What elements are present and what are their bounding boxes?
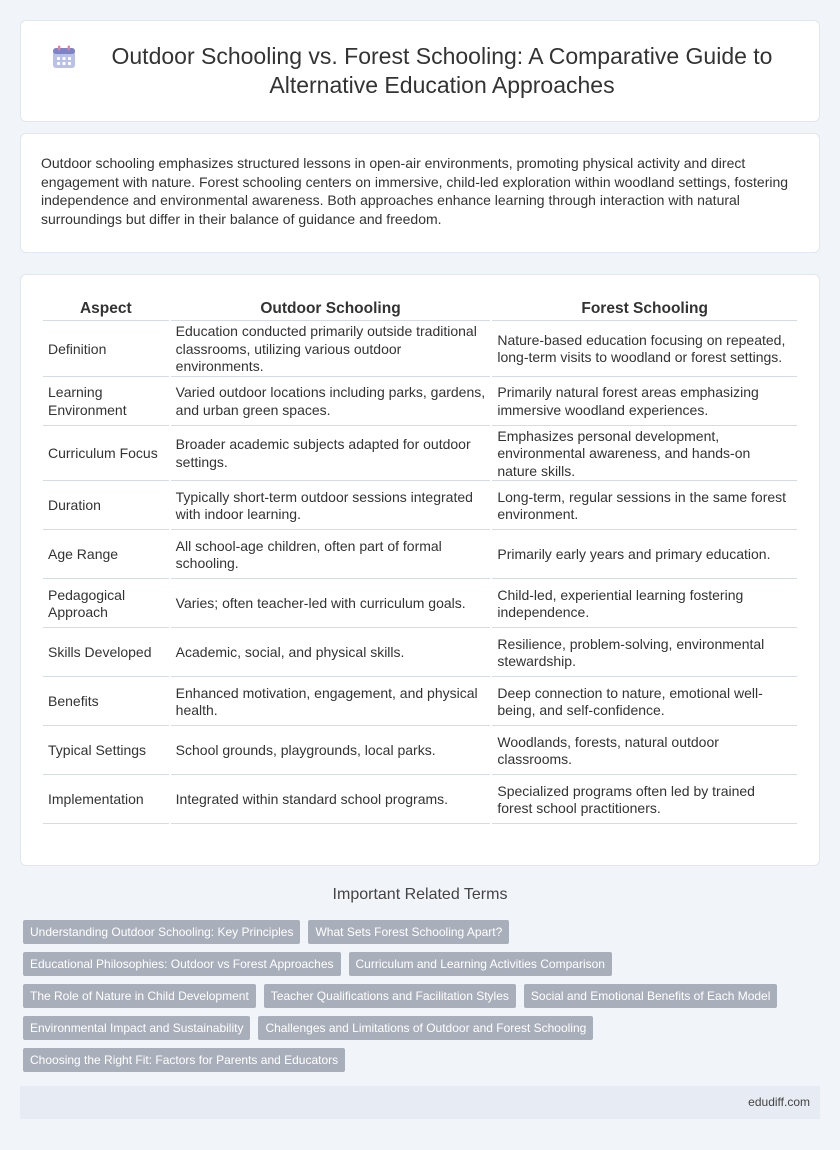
aspect-cell: Typical Settings	[43, 728, 169, 775]
outdoor-cell: Integrated within standard school programs.	[171, 777, 491, 824]
forest-cell: Child-led, experiential learning fostering independence.	[492, 581, 797, 628]
calendar-icon	[51, 44, 77, 70]
table-row	[43, 581, 797, 628]
table-row	[43, 323, 797, 377]
table-row	[43, 483, 797, 530]
forest-cell: Primarily natural forest areas emphasizing immersive woodland experiences.	[492, 379, 797, 426]
table-header-row	[43, 297, 797, 321]
table-row	[43, 428, 797, 482]
outdoor-cell: School grounds, playgrounds, local parks.	[171, 728, 491, 775]
forest-cell: Specialized programs often led by trained forest school practitioners.	[492, 777, 797, 824]
aspect-cell: Curriculum Focus	[43, 428, 169, 482]
outdoor-cell: All school-age children, often part of formal schooling.	[171, 532, 491, 579]
header-aspect: Aspect	[43, 297, 169, 321]
related-term-link[interactable]: The Role of Nature in Child Development	[23, 984, 256, 1008]
outdoor-cell: Varies; often teacher-led with curriculum goals.	[171, 581, 491, 628]
aspect-cell: Benefits	[43, 679, 169, 726]
outdoor-cell: Broader academic subjects adapted for outdoor settings.	[171, 428, 491, 482]
related-terms-title: Important Related Terms	[332, 886, 508, 903]
header	[21, 21, 819, 121]
aspect-cell: Skills Developed	[43, 630, 169, 677]
header-outdoor-schooling: Outdoor Schooling	[171, 297, 491, 321]
aspect-cell: Learning Environment	[43, 379, 169, 426]
forest-cell: Nature-based education focusing on repeated, long-term visits to woodland or forest settings.	[492, 323, 797, 377]
intro-text: Outdoor schooling emphasizes structured lessons in open-air environments, promoting physical activity and direct engagement with nature. Forest schooling centers on immersive, child-led exploration within woodland settings, fostering independence and environmental awareness. Both approaches enhance learning through interaction with natural surroundings but differ in their balance of guidance and freedom.	[41, 155, 789, 227]
table-row	[43, 630, 797, 677]
intro-card	[20, 133, 820, 253]
table-row	[43, 532, 797, 579]
related-term-link[interactable]: Environmental Impact and Sustainability	[23, 1016, 250, 1040]
table-row	[43, 679, 797, 726]
outdoor-cell: Typically short-term outdoor sessions integrated with indoor learning.	[171, 483, 491, 530]
related-terms-list	[23, 920, 823, 1080]
outdoor-cell: Academic, social, and physical skills.	[171, 630, 491, 677]
page-title: Outdoor Schooling vs. Forest Schooling: A Comparative Guide to Alternative Education Approaches	[111, 43, 773, 98]
forest-cell: Long-term, regular sessions in the same forest environment.	[492, 483, 797, 530]
outdoor-cell: Education conducted primarily outside traditional classrooms, utilizing various outdoor environments.	[171, 323, 491, 377]
outdoor-cell: Varied outdoor locations including parks, gardens, and urban green spaces.	[171, 379, 491, 426]
forest-cell: Deep connection to nature, emotional well-being, and self-confidence.	[492, 679, 797, 726]
comparison-table	[41, 295, 799, 826]
related-term-link[interactable]: Understanding Outdoor Schooling: Key Principles	[23, 920, 300, 944]
related-term-link[interactable]: Social and Emotional Benefits of Each Model	[524, 984, 777, 1008]
aspect-cell: Age Range	[43, 532, 169, 579]
table-row	[43, 728, 797, 775]
footer	[20, 1086, 820, 1119]
comparison-table-card	[20, 274, 820, 866]
related-term-link[interactable]: Choosing the Right Fit: Factors for Parents and Educators	[23, 1048, 345, 1072]
header-forest-schooling: Forest Schooling	[492, 297, 797, 321]
forest-cell: Emphasizes personal development, environmental awareness, and hands-on nature skills.	[492, 428, 797, 482]
outdoor-cell: Enhanced motivation, engagement, and physical health.	[171, 679, 491, 726]
related-term-link[interactable]: Curriculum and Learning Activities Comparison	[349, 952, 612, 976]
related-term-link[interactable]: Educational Philosophies: Outdoor vs Forest Approaches	[23, 952, 341, 976]
footer-site-link[interactable]: edudiff.com	[748, 1095, 810, 1109]
table-row	[43, 777, 797, 824]
aspect-cell: Implementation	[43, 777, 169, 824]
related-term-link[interactable]: Challenges and Limitations of Outdoor and Forest Schooling	[258, 1016, 593, 1040]
aspect-cell: Duration	[43, 483, 169, 530]
related-term-link[interactable]: Teacher Qualifications and Facilitation Styles	[264, 984, 516, 1008]
table-row	[43, 379, 797, 426]
aspect-cell: Definition	[43, 323, 169, 377]
forest-cell: Resilience, problem-solving, environmental stewardship.	[492, 630, 797, 677]
related-term-link[interactable]: What Sets Forest Schooling Apart?	[308, 920, 509, 944]
header-card	[20, 20, 820, 122]
forest-cell: Primarily early years and primary education.	[492, 532, 797, 579]
forest-cell: Woodlands, forests, natural outdoor classrooms.	[492, 728, 797, 775]
aspect-cell: Pedagogical Approach	[43, 581, 169, 628]
